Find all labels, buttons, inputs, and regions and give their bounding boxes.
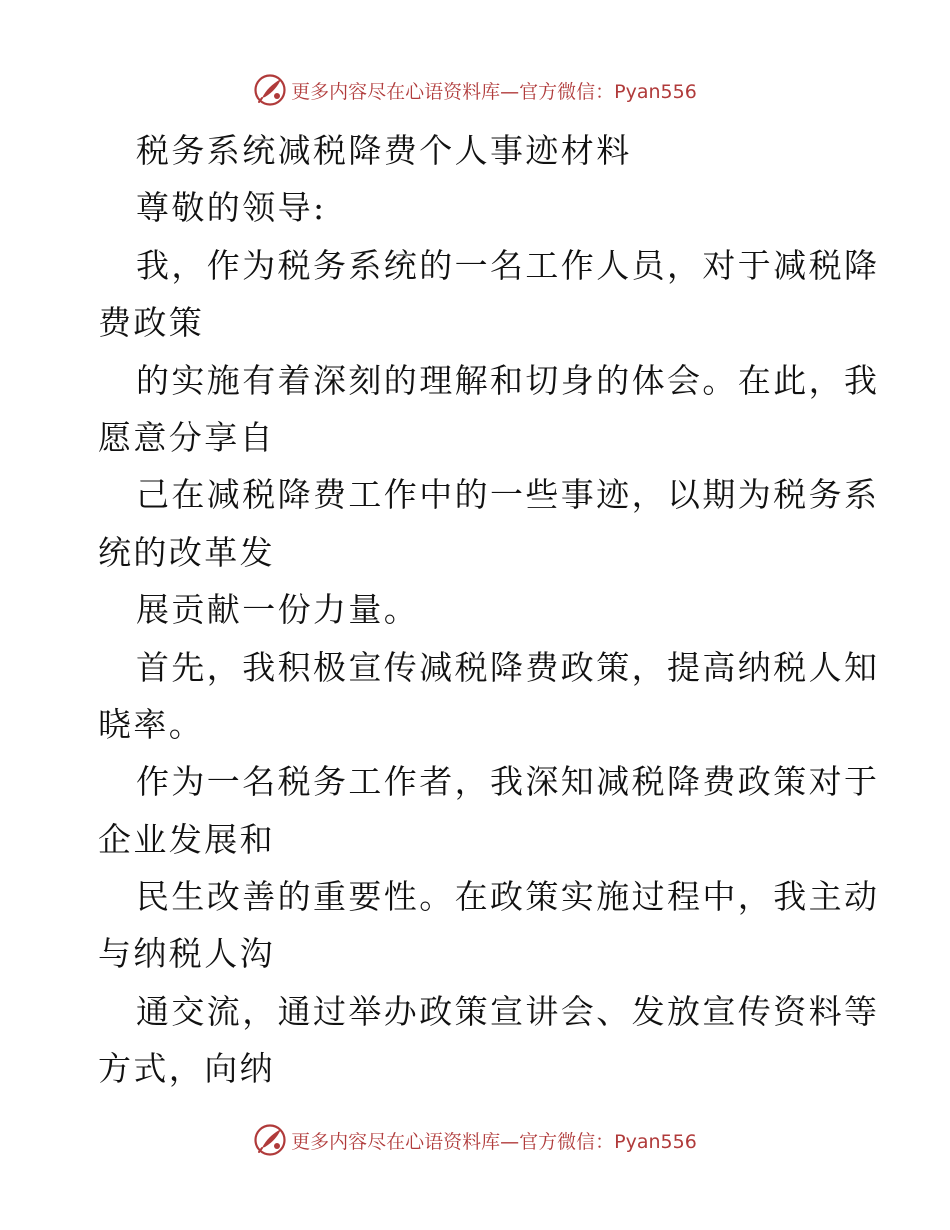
text-line: 我，作为税务系统的一名工作人员，对于减税降 [136, 245, 880, 285]
text-line: 民生改善的重要性。在政策实施过程中，我主动 [136, 877, 880, 917]
text-line: 与纳税人沟 [98, 934, 275, 974]
header-banner [0, 70, 950, 110]
footer-banner-text: 更多内容尽在心语资料库—官方微信：Pyan556 [291, 1130, 697, 1153]
text-line: 方式，向纳 [98, 1049, 275, 1089]
quill-pen-logo-icon [253, 73, 287, 107]
text-line: 愿意分享自 [98, 417, 275, 457]
text-line: 展贡献一份力量。 [136, 590, 420, 630]
text-line: 企业发展和 [98, 819, 275, 859]
text-line: 首先，我积极宣传减税降费政策，提高纳税人知 [136, 647, 880, 687]
text-line: 尊敬的领导: [136, 188, 327, 228]
text-line: 晓率。 [98, 704, 205, 744]
quill-pen-logo-icon [253, 1123, 287, 1157]
document-body [98, 122, 880, 1098]
text-line: 己在减税降费工作中的一些事迹，以期为税务系 [136, 475, 880, 515]
text-line: 费政策 [98, 303, 205, 343]
text-line: 统的改革发 [98, 532, 275, 572]
footer-banner [0, 1120, 950, 1160]
header-banner-text: 更多内容尽在心语资料库—官方微信：Pyan556 [291, 80, 697, 103]
document-title: 税务系统减税降费个人事迹材料 [136, 131, 632, 170]
text-line: 作为一名税务工作者，我深知减税降费政策对于 [136, 762, 880, 802]
text-line: 的实施有着深刻的理解和切身的体会。在此，我 [136, 360, 880, 400]
text-line: 通交流，通过举办政策宣讲会、发放宣传资料等 [136, 991, 880, 1031]
